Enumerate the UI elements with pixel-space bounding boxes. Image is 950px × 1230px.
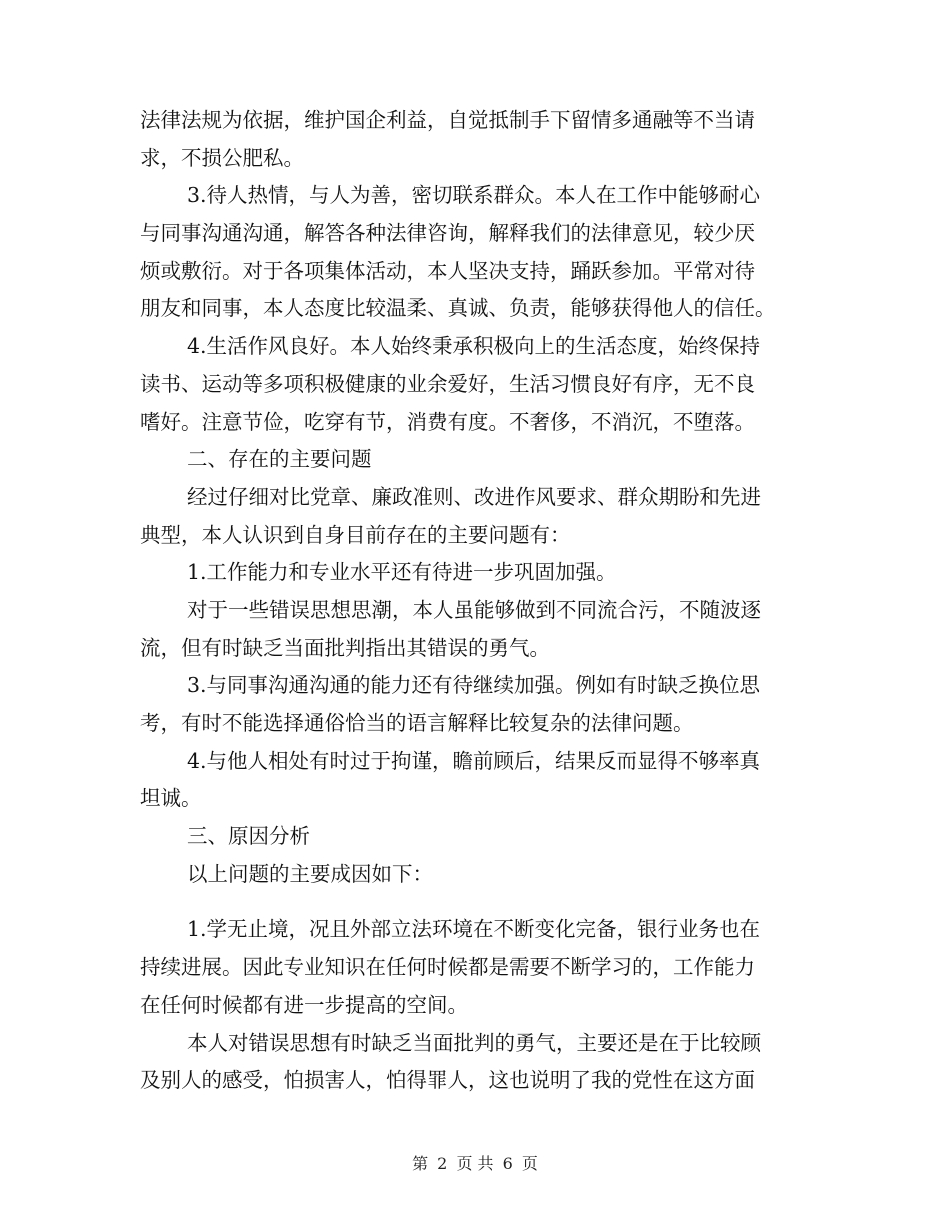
text-line: 3.与同事沟通沟通的能力还有待继续加强。例如有时缺乏换位思 bbox=[187, 673, 761, 698]
text-line: 3.待人热情，与人为善，密切联系群众。本人在工作中能够耐心 bbox=[187, 183, 761, 208]
text-line: 朋友和同事，本人态度比较温柔、真诚、负责，能够获得他人的信任。 bbox=[140, 296, 776, 321]
text-line: 嗜好。注意节俭，吃穿有节，消费有度。不奢侈，不消沉，不堕落。 bbox=[140, 409, 755, 434]
text-line: 流，但有时缺乏当面批判指出其错误的勇气。 bbox=[140, 635, 550, 660]
text-line: 本人对错误思想有时缺乏当面批判的勇气，主要还是在于比较顾 bbox=[187, 1030, 761, 1055]
body-text bbox=[140, 102, 812, 1100]
text-line: 及别人的感受，怕损害人，怕得罪人，这也说明了我的党性在这方面 bbox=[140, 1068, 755, 1093]
text-line: 1.学无止境，况且外部立法环境在不断变化完备，银行业务也在 bbox=[187, 917, 761, 942]
footer-total-pages: 6 bbox=[502, 1154, 513, 1173]
text-line: 法律法规为依据，维护国企利益，自觉抵制手下留情多通融等不当请 bbox=[140, 108, 755, 132]
text-line: 以上问题的主要成因如下： bbox=[187, 861, 433, 886]
page-footer bbox=[0, 1152, 950, 1176]
text-line: 4.生活作风良好。本人始终秉承积极向上的生活态度，始终保持 bbox=[187, 334, 761, 359]
text-line: 烦或敷衍。对于各项集体活动，本人坚决支持，踊跃参加。平常对待 bbox=[140, 258, 755, 283]
footer-suffix: 页 bbox=[521, 1154, 538, 1173]
text-line: 典型，本人认识到自身目前存在的主要问题有： bbox=[140, 522, 571, 547]
text-line: 经过仔细对比党章、廉政准则、改进作风要求、群众期盼和先进 bbox=[187, 484, 761, 509]
text-line: 在任何时候都有进一步提高的空间。 bbox=[140, 992, 468, 1017]
text-line: 对于一些错误思想思潮，本人虽能够做到不同流合污，不随波逐 bbox=[187, 597, 761, 622]
paragraph-gap bbox=[140, 893, 812, 911]
text-line: 与同事沟通沟通，解答各种法律咨询，解释我们的法律意见，较少厌 bbox=[140, 221, 755, 246]
text-line: 考，有时不能选择通俗恰当的语言解释比较复杂的法律问题。 bbox=[140, 711, 694, 735]
section-heading: 二、存在的主要问题 bbox=[187, 447, 372, 472]
text-line: 持续进展。因此专业知识在任何时候都是需要不断学习的，工作能力 bbox=[140, 955, 755, 980]
section-heading: 三、原因分析 bbox=[187, 824, 310, 849]
text-line: 坦诚。 bbox=[140, 786, 202, 811]
text-line: 4.与他人相处有时过于拘谨，瞻前顾后，结果反而显得不够率真 bbox=[187, 748, 761, 773]
text-line: 求，不损公肥私。 bbox=[140, 145, 304, 170]
footer-middle: 页 共 bbox=[456, 1154, 494, 1173]
text-line: 1.工作能力和专业水平还有待进一步巩固加强。 bbox=[187, 560, 617, 585]
text-line: 读书、运动等多项积极健康的业余爱好，生活习惯良好有序，无不良 bbox=[140, 371, 755, 396]
footer-prefix: 第 bbox=[412, 1154, 429, 1173]
footer-page-number: 2 bbox=[437, 1154, 448, 1173]
